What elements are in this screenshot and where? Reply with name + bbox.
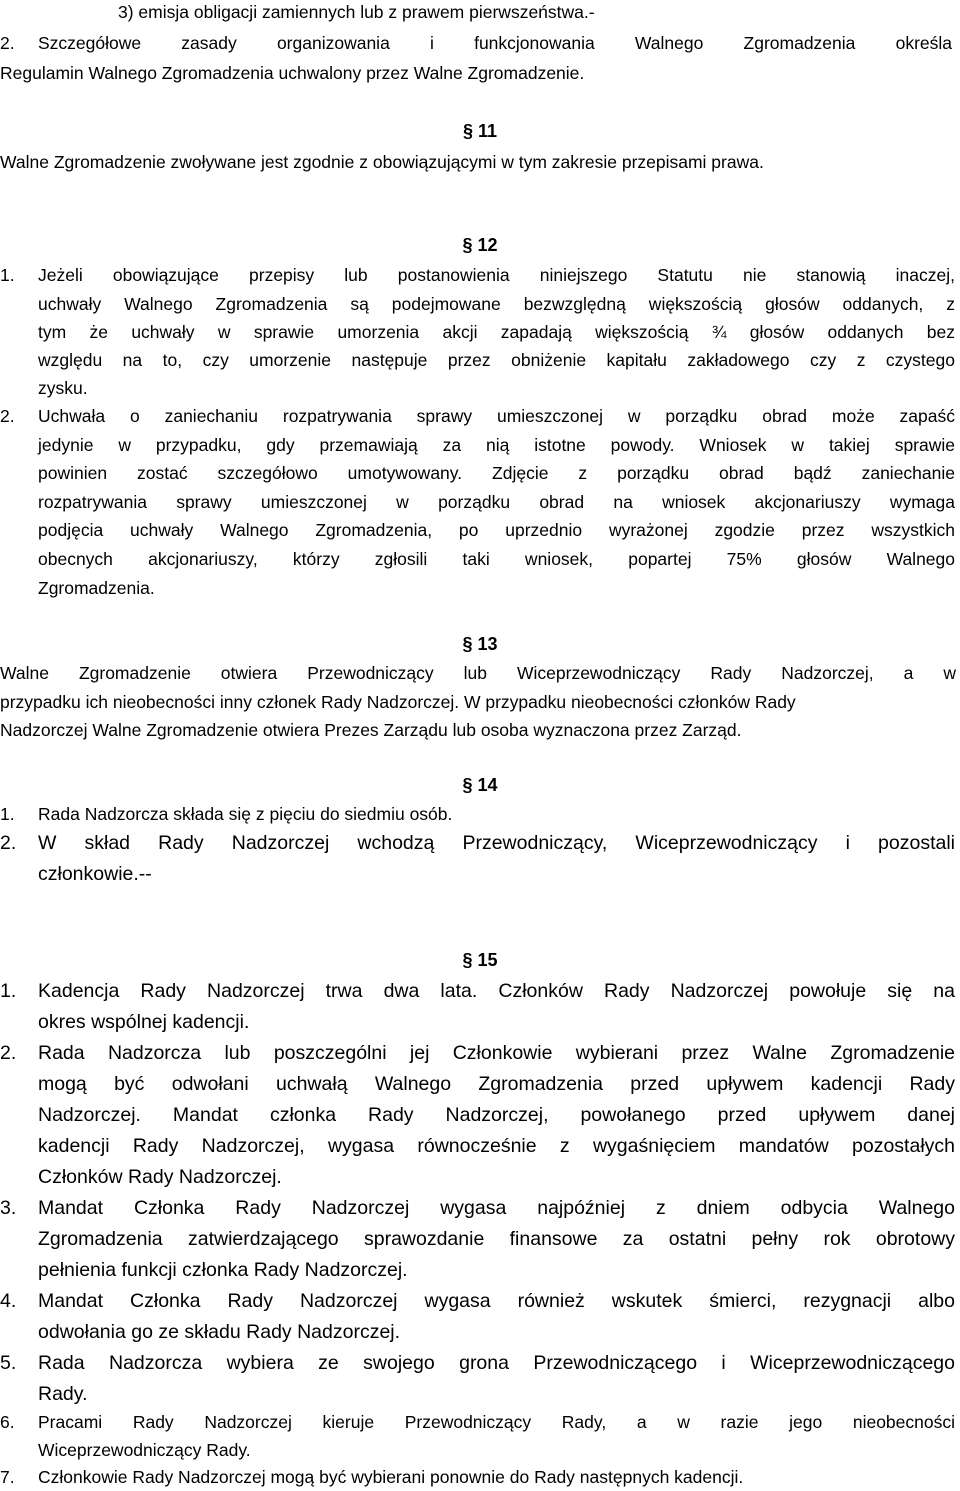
section-13-heading: § 13 (462, 634, 498, 654)
section-12-p2-line: Uchwała o zaniechaniu rozpatrywania sprawy umieszczonej w porządku obrad może zapaść (38, 406, 955, 426)
section-14-p2-line: członkowie.-- (38, 863, 152, 885)
section-15-p2-line: Rada Nadzorcza lub poszczególni jej Członkowie wybierani przez Walne Zgromadzenie (38, 1042, 955, 1064)
section-15-p3-line: pełnienia funkcji członka Rady Nadzorczej. (38, 1259, 408, 1281)
section-15-p2-line: Nadzorczej. Mandat członka Rady Nadzorczej, powołanego przed upływem danej (38, 1104, 955, 1126)
section-15-p3-line: Mandat Członka Rady Nadzorczej wygasa najpóźniej z dniem odbycia Walnego (38, 1197, 955, 1219)
section-12-heading: § 12 (462, 235, 498, 255)
section-15-p7-number: 7. (0, 1467, 15, 1487)
section-12-p1-line: uchwały Walnego Zgromadzenia są podejmowane bezwzględną większością głosów oddanych, z (38, 294, 955, 314)
section-12-p2-line: jedynie w przypadku, gdy przemawiają za nią istotne powody. Wniosek w takiej sprawie (38, 435, 955, 455)
section-15-p1-number: 1. (0, 980, 17, 1002)
section-11-text: Walne Zgromadzenie zwoływane jest zgodnie z obowiązującymi w tym zakresie przepisami prawa. (0, 152, 764, 172)
intro-item-3: 3) emisja obligacji zamiennych lub z prawem pierwszeństwa.- (118, 2, 595, 22)
section-13-line: przypadku ich nieobecności inny członek Rady Nadzorczej. W przypadku nieobecności członków Rady (0, 692, 796, 712)
section-14-p1-number: 1. (0, 804, 15, 824)
intro-p2-line-1: Szczegółowe zasady organizowania i funkcjonowania Walnego Zgromadzenia określa (38, 33, 952, 53)
section-15-p4-number: 4. (0, 1290, 17, 1312)
section-15-p3-number: 3. (0, 1197, 17, 1219)
section-12-p1-line: zysku. (38, 378, 88, 398)
section-12-p2-line: obecnych akcjonariuszy, którzy zgłosili taki wniosek, popartej 75% głosów Walnego (38, 549, 955, 569)
section-15-p2-line: mogą być odwołani uchwałą Walnego Zgromadzenia przed upływem kadencji Rady (38, 1073, 955, 1095)
section-12-p1-line: względu na to, czy umorzenie następuje przez obniżenie kapitału zakładowego czy z czystego (38, 350, 955, 370)
section-15-p5-line: Rady. (38, 1383, 88, 1405)
section-13-line: Nadzorczej Walne Zgromadzenie otwiera Prezes Zarządu lub osoba wyznaczona przez Zarząd. (0, 720, 742, 740)
section-12-p1-number: 1. (0, 265, 15, 285)
section-15-p5-line: Rada Nadzorcza wybiera ze swojego grona Przewodniczącego i Wiceprzewodniczącego (38, 1352, 955, 1374)
section-15-p6-line: Pracami Rady Nadzorczej kieruje Przewodniczący Rady, a w razie jego nieobecności (38, 1412, 955, 1432)
section-15-p1-line: okres wspólnej kadencji. (38, 1011, 250, 1033)
section-15-p2-number: 2. (0, 1042, 17, 1064)
section-15-p5-number: 5. (0, 1352, 17, 1374)
section-12-p2-line: podjęcia uchwały Walnego Zgromadzenia, po uprzednio wyrażonej zgodzie przez wszystkich (38, 520, 955, 540)
section-14-p1-text: Rada Nadzorcza składa się z pięciu do siedmiu osób. (38, 804, 453, 824)
section-12-p2-line: powinien zostać szczegółowo umotywowany. Zdjęcie z porządku obrad bądź zaniechanie (38, 463, 955, 483)
section-15-p2-line: kadencji Rady Nadzorczej, wygasa równocześnie z wygaśnięciem mandatów pozostałych (38, 1135, 955, 1157)
section-15-p4-line: Mandat Członka Rady Nadzorczej wygasa również wskutek śmierci, rezygnacji albo (38, 1290, 955, 1312)
section-12-p2-number: 2. (0, 406, 15, 426)
section-15-p7-text: Członkowie Rady Nadzorczej mogą być wybierani ponownie do Rady następnych kadencji. (38, 1467, 744, 1487)
section-15-p3-line: Zgromadzenia zatwierdzającego sprawozdanie finansowe za ostatni pełny rok obrotowy (38, 1228, 955, 1250)
intro-p2-number: 2. (0, 33, 15, 53)
section-12-p2-line: Zgromadzenia. (38, 578, 155, 598)
section-15-p6-line: Wiceprzewodniczący Rady. (38, 1440, 251, 1460)
section-15-heading: § 15 (462, 950, 498, 970)
section-12-p2-line: rozpatrywania sprawy umieszczonej w porządku obrad na wniosek akcjonariuszy wymaga (38, 492, 955, 512)
section-13-line: Walne Zgromadzenie otwiera Przewodniczący lub Wiceprzewodniczący Rady Nadzorczej, a w (0, 663, 956, 683)
section-11-heading: § 11 (462, 121, 498, 141)
intro-p2-line-2: Regulamin Walnego Zgromadzenia uchwalony przez Walne Zgromadzenie. (0, 63, 585, 83)
section-14-heading: § 14 (462, 775, 498, 795)
section-15-p4-line: odwołania go ze składu Rady Nadzorczej. (38, 1321, 401, 1343)
section-15-p1-line: Kadencja Rady Nadzorczej trwa dwa lata. Członków Rady Nadzorczej powołuje się na (38, 980, 955, 1002)
section-12-p1-line: tym że uchwały w sprawie umorzenia akcji zapadają większością ¾ głosów oddanych bez (38, 322, 955, 342)
section-15-p6-number: 6. (0, 1412, 15, 1432)
section-14-p2-number: 2. (0, 832, 17, 854)
section-14-p2-line: W skład Rady Nadzorczej wchodzą Przewodniczący, Wiceprzewodniczący i pozostali (38, 832, 955, 854)
section-12-p1-line: Jeżeli obowiązujące przepisy lub postanowienia niniejszego Statutu nie stanowią inaczej, (38, 265, 955, 285)
section-15-p2-line: Członków Rady Nadzorczej. (38, 1166, 282, 1188)
